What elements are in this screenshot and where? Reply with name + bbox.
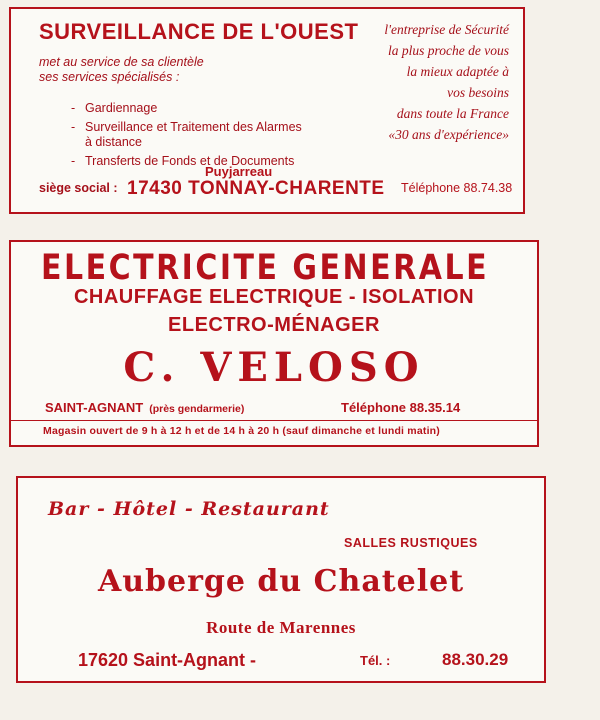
ad2-location-note: (près gendarmerie): [149, 403, 245, 415]
ad1-phone: Téléphone 88.74.38: [401, 181, 513, 195]
ad2-location: [45, 400, 244, 415]
auberge-ad: [16, 476, 546, 683]
list-item: - Gardiennage: [71, 101, 302, 116]
ad3-business-name: Auberge du Chatelet: [97, 564, 465, 599]
ad3-heading: Bar - Hôtel - Restaurant: [48, 498, 330, 520]
ad3-salles: SALLES RUSTIQUES: [344, 536, 478, 550]
tagline-line: «30 ans d'expérience»: [388, 127, 509, 142]
ad2-phone: Téléphone 88.35.14: [341, 400, 461, 415]
ad2-hours: Magasin ouvert de 9 h à 12 h et de 14 h à 20 h (sauf dimanche et lundi matin): [43, 425, 440, 437]
tagline-line: la plus proche de vous: [388, 43, 509, 58]
ad1-intro: [39, 55, 204, 85]
ad1-city: 17430 TONNAY-CHARENTE: [127, 178, 385, 199]
ad1-tagline: [351, 19, 509, 145]
list-item: - Surveillance et Traitement des Alarmes: [71, 120, 302, 135]
tagline-line: dans toute la France: [396, 106, 509, 121]
surveillance-ad: [9, 7, 525, 214]
tagline-line: la mieux adaptée à: [406, 64, 509, 79]
ad3-city: 17620 Saint-Agnant -: [78, 650, 257, 670]
ad2-line2: CHAUFFAGE ELECTRIQUE - ISOLATION: [73, 286, 475, 308]
list-item-continuation: à distance: [85, 135, 142, 149]
electricite-ad: [9, 240, 539, 447]
ad1-intro-line1: met au service de sa clientèle: [39, 55, 204, 69]
ad3-tel-number: 88.30.29: [442, 650, 509, 669]
ad2-title: ELECTRICITE GENERALE: [41, 248, 490, 289]
ad1-place: Puyjarreau: [205, 164, 273, 179]
ad1-intro-line2: ses services spécialisés :: [39, 70, 180, 84]
ad2-location-town: SAINT-AGNANT: [45, 400, 144, 415]
ad1-siege-label: siège social :: [39, 181, 118, 195]
ad3-route: Route de Marennes: [206, 618, 356, 637]
ad1-title: SURVEILLANCE DE L'OUEST: [39, 19, 359, 44]
divider: [11, 420, 537, 421]
ad2-line3: ELECTRO-MÉNAGER: [168, 314, 380, 336]
tagline-line: l'entreprise de Sécurité: [384, 22, 509, 37]
ad1-services-list: [71, 101, 302, 173]
tagline-line: vos besoins: [447, 85, 509, 100]
ad3-tel-label: Tél. :: [360, 653, 391, 668]
list-item: - Transferts de Fonds et de Documents: [71, 154, 302, 169]
ad2-business-name: C. VELOSO: [123, 344, 425, 391]
